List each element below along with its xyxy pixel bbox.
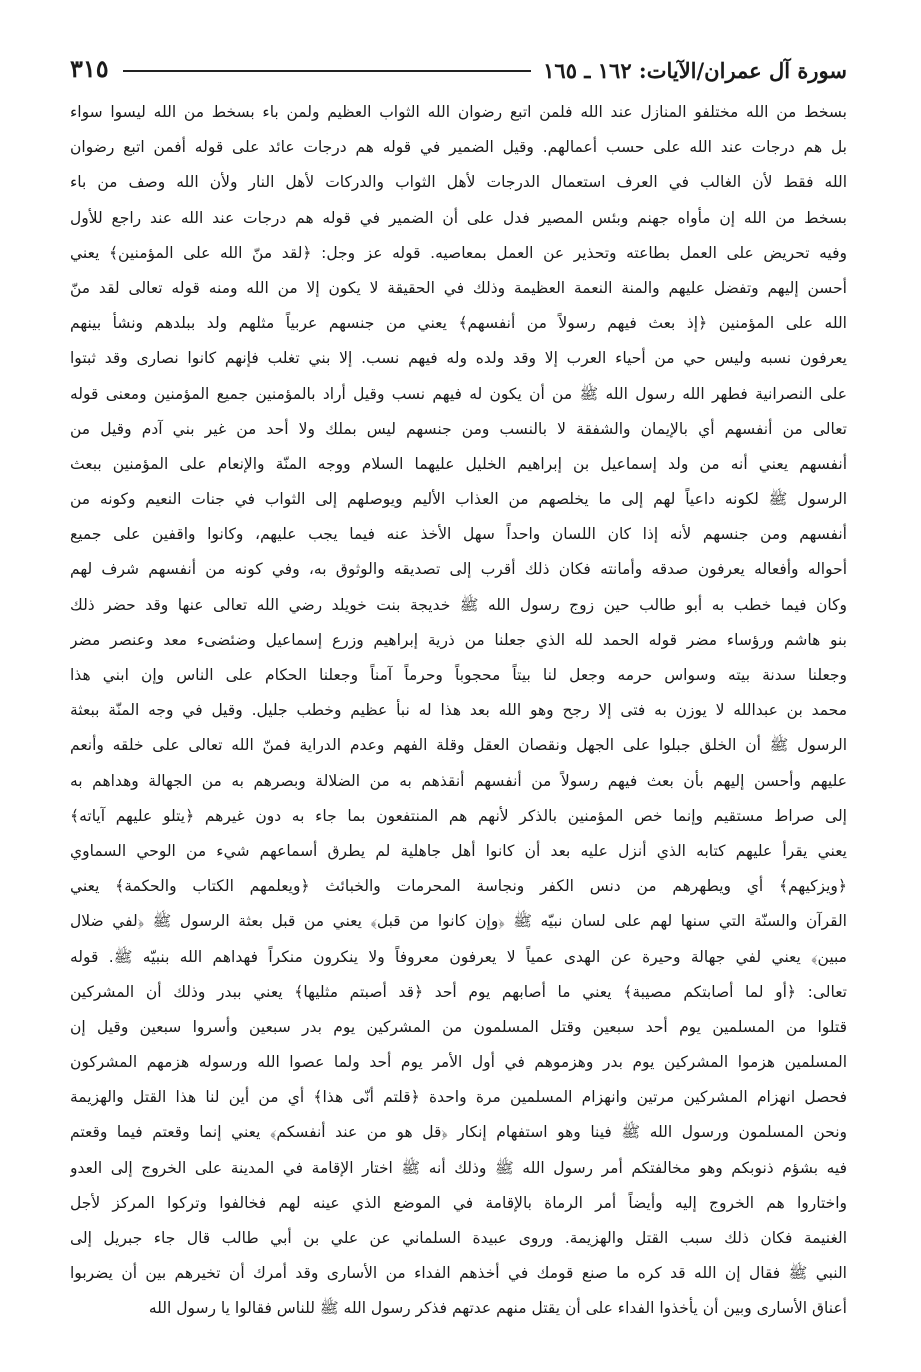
text-line: الله فقط لأن الغالب في العرف استعمال الدرجات لأهل الثواب والدركات لأهل النار ولأن الله وصف من باء [70,173,847,192]
text-line: القرآن والسنّة التي سنها لهم على لسان نبيّه ﷺ ﴿وإن كانوا من قبل﴾ يعني من قبل بعثة الرسول ﷺ ﴿لفي ضلال [70,912,847,931]
page-header [70,44,847,84]
text-line: عليهم وأحسن إليهم بأن بعث فيهم رسولاً من أنفسهم أنقذهم به من الضلالة وبصرهم به من الجهالة وهداهم به [70,771,847,790]
text-line: فيه بشؤم ذنوبكم وهو مخالفتكم أمر رسول الله ﷺ وذلك أنه ﷺ اختار الإقامة في المدينة على الخروج إلى العدو [70,1158,847,1177]
text-line: ونحن المسلمون ورسول الله ﷺ فينا وهو استفهام إنكار ﴿قل هو من عند أنفسكم﴾ يعني إنما وقعتم فيما وقعتم [70,1123,847,1142]
text-line: أحسن إليهم وتفضل عليهم والمنة النعمة العظيمة وذلك في الحقيقة لا يكون إلا من الله ومنه قوله تعالى لقد منّ [70,278,847,297]
text-line: الرسول ﷺ لكونه داعياً لهم إلى ما يخلصهم من العذاب الأليم ويوصلهم إلى الثواب في جنات النعيم وكونه من [70,490,847,509]
text-line: بنو هاشم ورؤساء مضر قوله الحمد لله الذي جعلنا من ذرية إبراهيم وزرع إسماعيل وضئضىء معد وعنصر مضر [70,630,847,649]
text-line: وجعلنا سدنة بيته وسواس حرمه وجعل لنا بيتاً محجوباً وحرماً آمناً وجعلنا الحكام على الناس وإن ابني هذا [70,666,847,684]
text-line: المسلمين هزموا المشركين يوم بدر وهزموهم في أول الأمر يوم أحد ولما عصوا الله ورسوله هزمهم المشركون [70,1053,847,1072]
text-line: تعالى: ﴿أو لما أصابتكم مصيبة﴾ يعني ما أصابهم يوم أحد ﴿قد أصبتم مثليها﴾ يعني ببدر وذلك أن المشركين [70,982,847,1001]
text-line: يعرفون نسبه وليس حي من أحياء العرب إلا وقد ولده وله فيهم نسب. إلا بني تغلب فإنهم كانوا نصارى وقد ثبتوا [70,349,847,368]
text-line: قتلوا من المسلمين يوم أحد سبعين وقتل المسلمون من المشركين يوم بدر سبعين وأسروا سبعين وقيل إن [70,1017,847,1036]
text-line: النبي ﷺ فقال إن الله قد كره ما صنع قومك في أخذهم الفداء من الأسارى وقد أمرك أن تخيرهم بين أن يضربوا [70,1264,847,1283]
text-line: بسخط من الله مختلفو المنازل عند الله فلمن اتبع رضوان الله الثواب العظيم ولمن باء بسخط من الله ليسوا سواء [70,103,847,121]
text-line: ﴿ويزكيهم﴾ أي ويطهرهم من دنس الكفر ونجاسة المحرمات والخبائث ﴿ويعلمهم الكتاب والحكمة﴾ يعني [70,877,847,896]
text-line: يعني يقرأ عليهم كتابه الذي أنزل عليه بعد أن كانوا أهل جاهلية لم يطرق أسماعهم شيء من الوحي السماوي [70,841,847,860]
text-line: أعناق الأسارى وبين أن يأخذوا الفداء على أن يقتل منهم عدتهم فذكر رسول الله ﷺ للناس فقالوا يا رسول الله [148,1299,847,1318]
page-number: ٣١٥ [70,54,109,84]
text-line: تعالى من أنفسهم أي بالإيمان والشفقة لا بالنسب ومن جنسهم ليس بملك ولا أحد من غير بني آدم وقيل من [70,419,847,438]
body-text [70,95,847,1327]
text-line: مبين﴾ يعني لفي جهالة وحيرة عن الهدى عمياً لا يعرفون معروفاً ولا ينكرون منكراً فهداهم الله بنبيّه ﷺ. قوله [70,947,847,966]
text-line: الرسول ﷺ أن الخلق جبلوا على الجهل ونقصان العقل وقلة الفهم وعدم الدراية فمنّ الله تعالى على خلقه وأنعم [70,736,847,755]
text-line: وكان فيما خطب به أبو طالب حين زوج رسول الله ﷺ خديجة بنت خويلد رضي الله تعالى عنها وقد حضر ذلك [70,595,847,614]
text-line: فحصل انهزام المشركين مرتين وانهزام المسلمين مرة واحدة ﴿قلتم أنّى هذا﴾ أي من أين لنا هذا القتل والهزيمة [70,1088,847,1107]
text-line: الله على المؤمنين ﴿إذ بعث فيهم رسولاً من أنفسهم﴾ يعني من جنسهم عربياً مثلهم ولد ببلدهم ونشأ بينهم [70,314,847,333]
text-line: واختاروا هم الخروج إليه وأيضاً أمر الرماة بالإقامة في الموضع الذي عينه لهم فخالفوا وتركوا المركز لأجل [70,1193,847,1212]
text-line: محمد بن عبدالله لا يوزن به فتى إلا رجح وهو الله بعد هذا له نبأ عظيم وخطب جليل. وقيل في وجه المنّة ببعثة [70,701,847,720]
text-line: بسخط من الله إن مأواه جهنم وبئس المصير فدل على أن الضمير في قوله هم درجات عند الله عند راجع للأول [70,208,847,227]
running-title: سورة آل عمران/الآيات: ١٦٢ ـ ١٦٥ [543,57,847,83]
text-line: وفيه تحريض على العمل بطاعته وتحذير عن العمل بمعاصيه. قوله عز وجل: ﴿لقد منّ الله على المؤمنين﴾ يعني [70,243,847,262]
text-line: الغنيمة فكان ذلك سبب القتل والهزيمة. وروى عبيدة السلماني عن علي بن أبي طالب قال جاء جبريل إلى [70,1229,847,1247]
header-rule [123,70,531,72]
text-line: إلى صراط مستقيم وإنما خص المؤمنين بالذكر لأنهم هم المنتفعون بما جاء به دون غيرهم ﴿يتلو عليهم آياته﴾ [70,806,847,825]
text-line: أنفسهم ومن جنسهم لأنه إذا كان اللسان واحداً سهل الأخذ عنه فيما يجب عليهم، وكانوا واقفين على جميع [70,525,847,544]
text-line: أحواله وأفعاله يعرفون صدقه وأمانته فكان ذلك أقرب إلى تصديقه والوثوق به، وفي كونه من أنفسهم شرف لهم [70,560,847,579]
text-line: على النصرانية فطهر الله رسول الله ﷺ من أن يكون له فيهم نسب وقيل أراد بالمؤمنين جميع المؤمنين ومعنى قوله [70,384,847,403]
text-line: أنفسهم يعني أنه من ولد إسماعيل بن إبراهيم الخليل عليهما السلام ووجه المنّة والإنعام على المؤمنين ببعث [70,454,847,473]
text-line: بل هم درجات عند الله على حسب أعمالهم. وقيل الضمير في قوله هم درجات عائد على قوله أفمن اتبع رضوان [70,138,847,157]
